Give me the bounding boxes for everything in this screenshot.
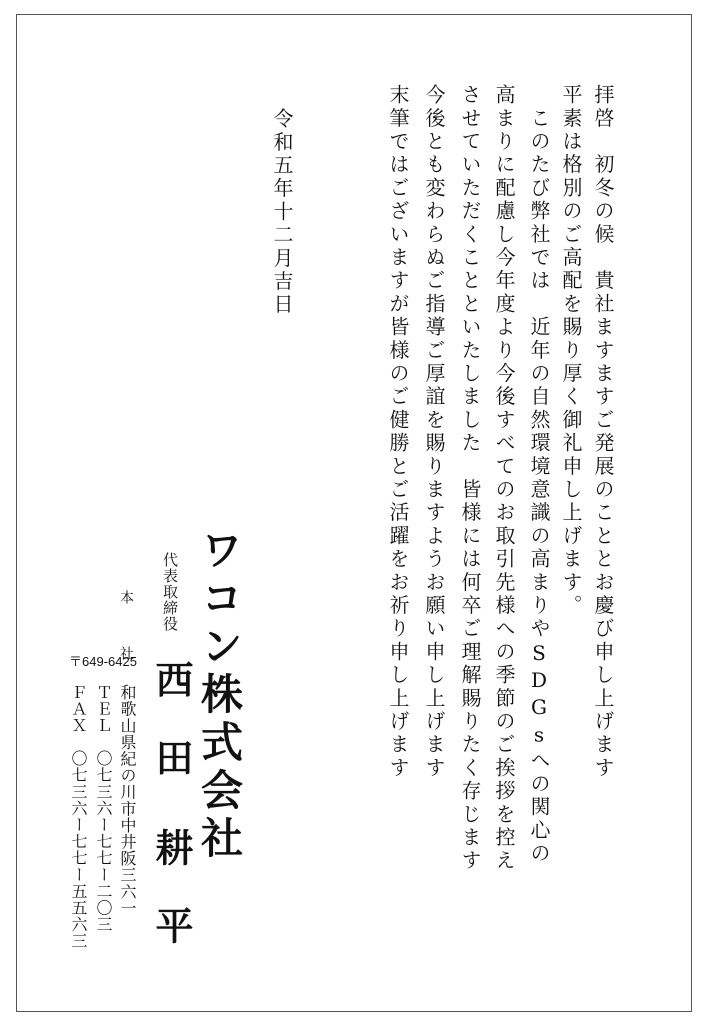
postal-code: 〒649-6425 (69, 654, 137, 669)
letter-line-1: 拝啓 初冬の候 貴社ますますご発展のこととお慶び申し上げます (591, 84, 615, 780)
letter-date: 令和五年十二月吉日 (270, 108, 294, 317)
representative-title: 代表取締役 (161, 552, 179, 632)
fax-number: 〇七三六ー七七ー五五六三 (69, 750, 88, 950)
letter-line-5: させていただくことといたしました 皆様には何卒ご理解賜りたく存じます (458, 84, 482, 873)
letter-line-6: 今後とも変わらぬご指導ご厚誼を賜りますようお願い申し上げます (422, 84, 446, 780)
address: 和歌山県紀の川市中井阪三六一 (118, 684, 137, 917)
company-name: ワコン株式会社 (195, 528, 244, 864)
fax-label: ＦＡＸ (69, 684, 88, 734)
tel-label: ＴＥＬ (94, 684, 113, 734)
letter-line-3: このたび弊社では 近年の自然環境意識の高まりやSDGsへの関心の (527, 84, 551, 866)
representative-given-name: 耕 平 (149, 828, 194, 945)
letter-line-2: 平素は格別のご高配を賜り厚く御礼申し上げます。 (559, 84, 583, 618)
head-office-label: 本 社 (118, 590, 134, 674)
letter-line-4: 高まりに配慮し今年度より今後すべてのお取引先様への季節のご挨拶を控え (492, 84, 516, 873)
letter-line-7: 末筆ではございますが皆様のご健勝とご活躍をお祈り申し上げます (386, 84, 410, 780)
representative-family-name: 西 田 (149, 660, 194, 777)
tel-number: 〇七三六ー七七ー二〇三 (94, 750, 113, 933)
